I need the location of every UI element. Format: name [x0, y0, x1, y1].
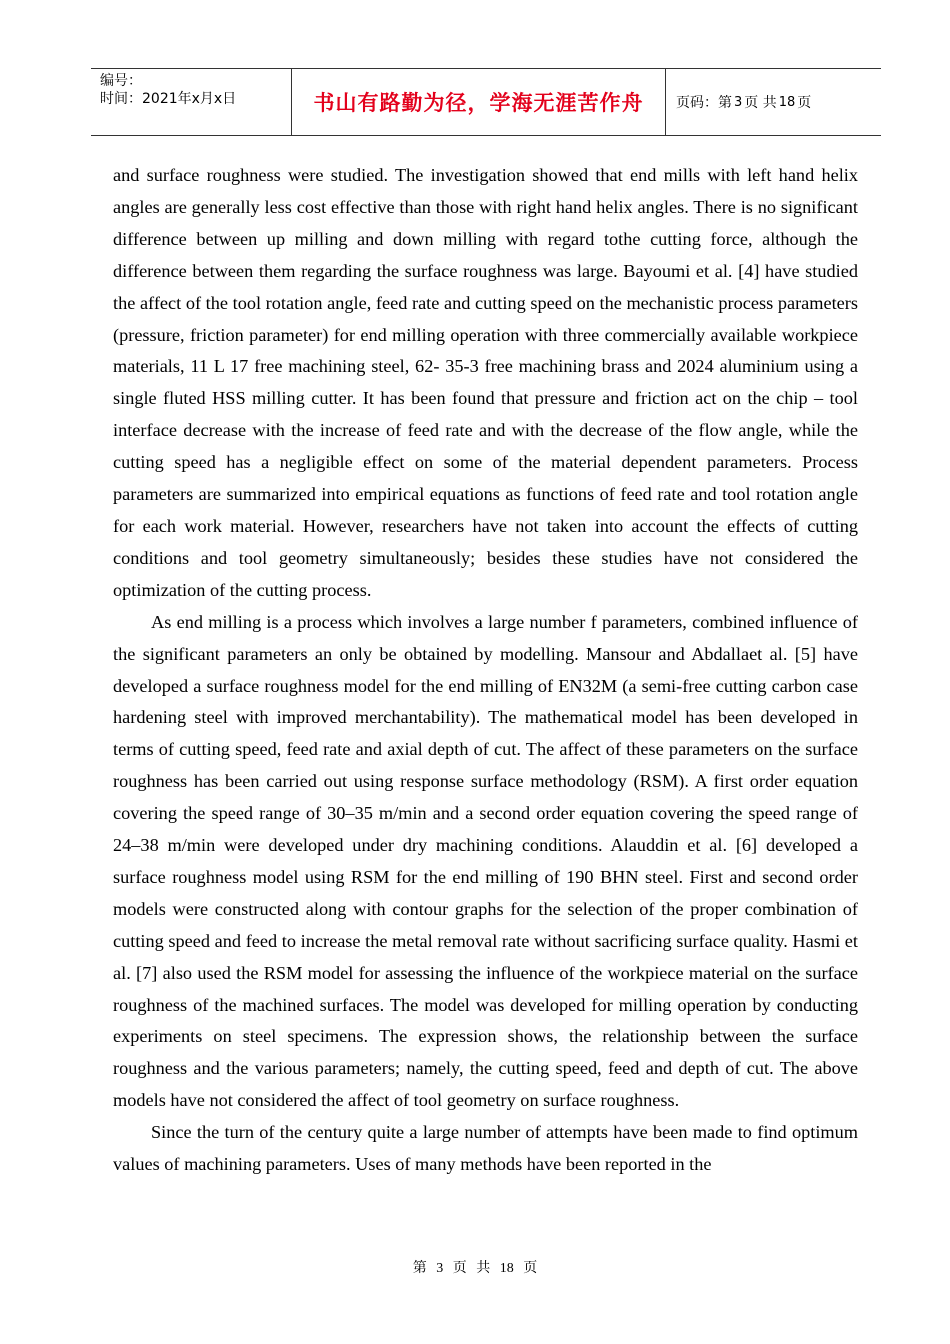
- header-page-number: [666, 69, 881, 135]
- document-body: [113, 160, 858, 1181]
- page-suffix: 页: [797, 95, 812, 111]
- page-footer: 第 3 页 共 18 页: [412, 1261, 538, 1276]
- page-header: [91, 68, 881, 136]
- code-label: 编号：: [100, 73, 142, 89]
- paragraph-end-milling-models: As end milling is a process which involves a large number f parameters, combined influence of the significant parameters an only be obtained by modelling. Mansour and Abdallaet al. [5] have developed a surface roughness model for the end milling of EN32M (a semi-free cutting carbon case hardening steel with improved merchantability). The mathematical model has been developed in terms of cutting speed, feed rate and axial depth of cut. The affect of these parameters on the surface roughness has been carried out using response surface methodology (RSM). A first order equation covering the speed range of 30–35 m/min and a second order equation covering the speed range of 24–38 m/min were developed under dry machining conditions. Alauddin et al. [6] developed a surface roughness model using RSM for the end milling of 190 BHN steel. First and second order models were constructed along with contour graphs for the selection of the proper combination of cutting speed and feed to increase the metal removal rate without sacrificing surface quality. Hasmi et al. [7] also used the RSM model for assessing the influence of the workpiece material on the surface roughness of the machined surfaces. The model was developed for milling operation by conducting experiments on steel specimens. The expression shows, the relationship between the surface roughness and the various parameters; namely, the cutting speed, feed and depth of cut. The above models have not considered the affect of tool geometry on surface roughness.: [113, 611, 858, 1111]
- page-total: 18: [778, 94, 796, 110]
- time-label: 时间：2021年x月x日: [100, 91, 237, 107]
- header-motto: 书山有路勤为径，学海无涯苦作舟: [292, 69, 666, 135]
- page-current: 3: [734, 94, 743, 110]
- paragraph-continuation: and surface roughness were studied. The investigation showed that end mills with left hand helix angles are generally less cost effective than those with right hand helix angles. There is no significant difference between up milling and down milling with regard tothe cutting force, although the difference between them regarding the surface roughness was large. Bayoumi et al. [4] have studied the affect of the tool rotation angle, feed rate and cutting speed on the mechanistic process parameters (pressure, friction parameter) for end milling operation with three commercially available workpiece materials, 11 L 17 free machining steel, 62- 35-3 free machining brass and 2024 aluminium using a single fluted HSS milling cutter. It has been found that pressure and friction act on the chip – tool interface decrease with the increase of feed rate and with the decrease of the flow angle, while the cutting speed has a negligible effect on some of the material dependent parameters. Process parameters are summarized into empirical equations as functions of feed rate and tool rotation angle for each work material. However, researchers have not taken into account the effects of cutting conditions and tool geometry simultaneously; besides these studies have not considered the optimization of the cutting process.: [113, 165, 858, 600]
- header-meta-cell: [91, 69, 292, 135]
- paragraph-optimization: Since the turn of the century quite a large number of attempts have been made to find optimum values of machining parameters. Uses of many methods have been reported in the: [113, 1122, 858, 1175]
- page-mid: 页 共: [744, 95, 777, 111]
- page-prefix: 页码：第: [676, 95, 732, 111]
